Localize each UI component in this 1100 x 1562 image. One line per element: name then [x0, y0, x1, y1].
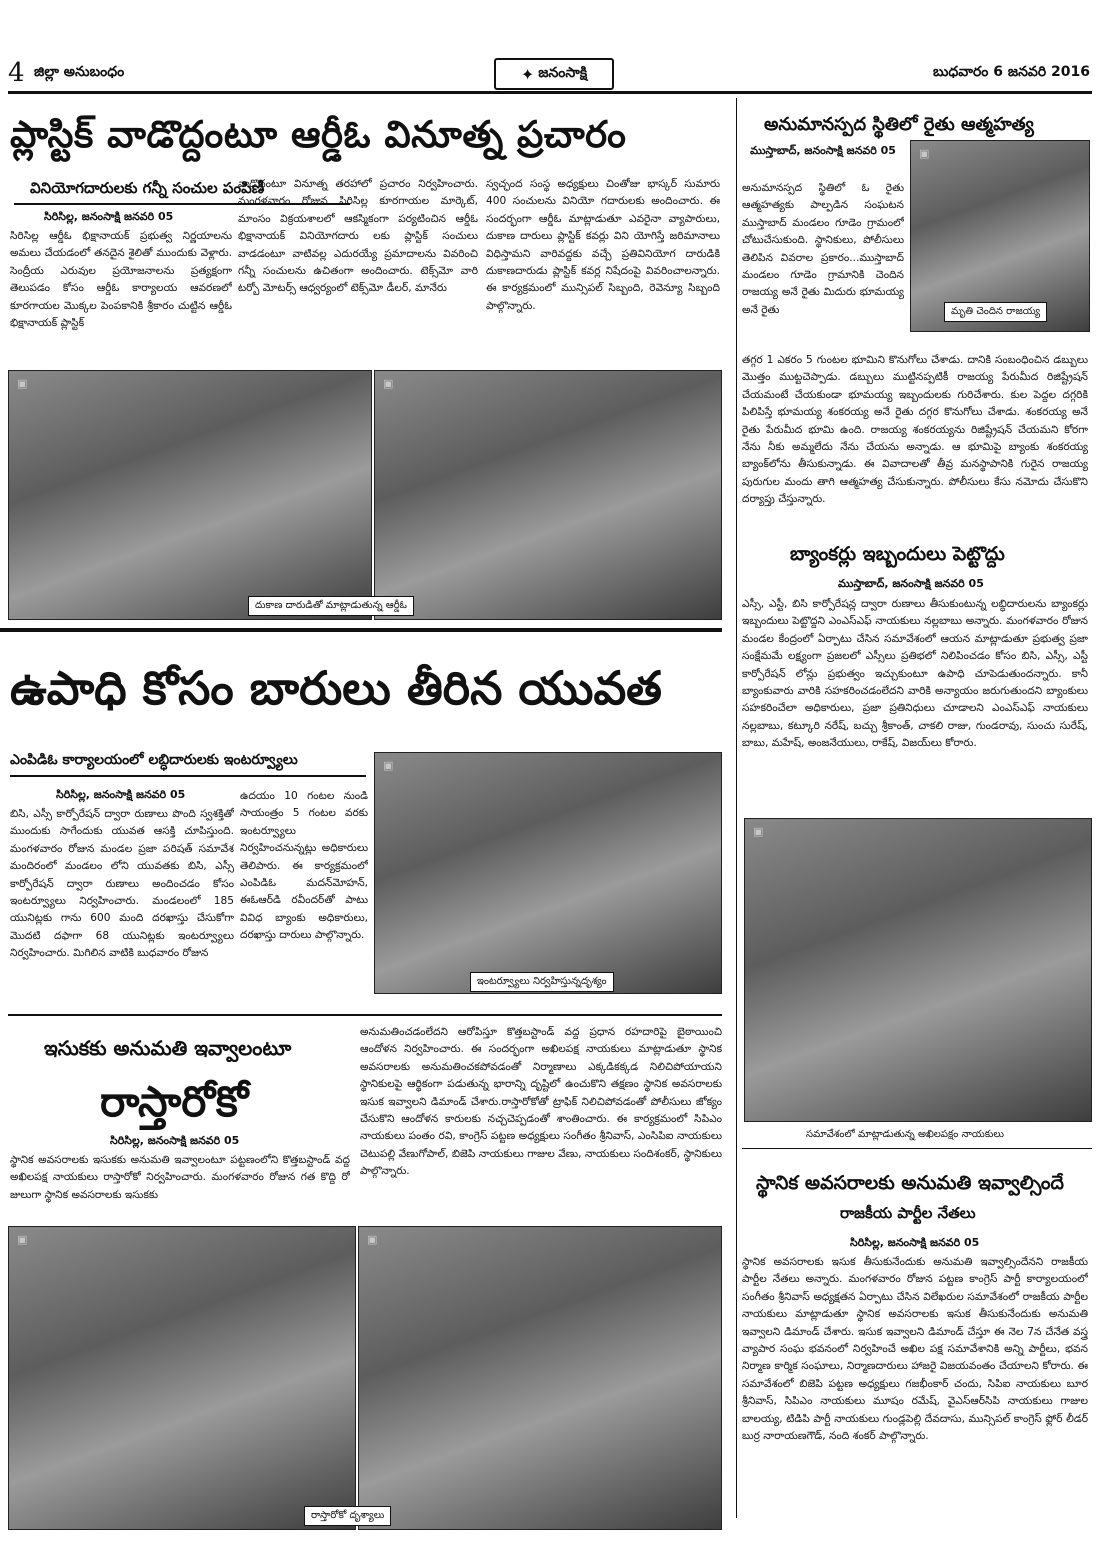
story1-subhead: వినియోగదారులకు గన్నీ సంచుల పంపిణీ [30, 179, 265, 197]
masthead-rule [8, 91, 1092, 94]
story6-headline: స్థానిక అవసరాలకు అనుమతి ఇవ్వాల్సిందే [756, 1172, 1064, 1194]
story5-kicker: ఇసుకకు అనుమతి ఇవ్వాలంటూ [44, 1036, 292, 1060]
story5-dateline: సిరిసిల్ల, జనంసాక్షి జనవరి 05 [110, 1134, 240, 1147]
story2-headline: అనుమానస్పద స్థితిలో రైతు ఆత్మహత్య [764, 114, 1034, 135]
masthead-logo [494, 58, 614, 90]
story1-photo-left [8, 370, 372, 620]
story1-headline: ప్లాస్టిక్ వాడొద్దంటూ ఆర్డీఓ వినూత్న ప్రచారం [10, 113, 627, 156]
section-name: జిల్లా అనుబంధం [34, 64, 125, 80]
story6-subhead: రాజకీయ పార్టీల నేతలు [840, 1204, 976, 1222]
photo-icon: ▣ [367, 1233, 378, 1246]
story4-subhead: ఎంపిడిఓ కార్యాలయంలో లబ్ధిదారులకు ఇంటర్వ్యూలు [10, 752, 366, 777]
story6-body: స్థానిక అవసరాలకు ఇసుక తీసుకునేందుకు అనుమతి ఇవ్వాల్సిందేనని రాజకీయ పార్టీల నేతలు అన్నారు. మంగళవారం రోజున పట్టణ కాంగ్రెస్ పార్టీ కార్యాలయంలో సంగీతం శ్రీనివాస్ అధ్యక్షతన ఏర్పాటు చేసిన విలేఖరుల సమావేశంలో రాజకీయ పార్టీల నాయకులు మాట్లాడుతూ స్థానిక అవసరాలకు ఇసుక తీసుకునేందుకు అనుమతి ఇవ్వాలని డిమాండ్ చేశారు. ఇసుక ఇవ్వాలని డిమాండ్ చేస్తూ ఈ నెల 7న చేనేత వస్త్ర వ్యాపార సంఘ భవనంలో నిర్వహించే అఖిల పక్ష సమావేశానికి అన్ని పార్టీలు, భవన నిర్మాణ కార్మిక సంఘాలు, నిర్మాణదారులు హాజరై విజయవంతం చేయాలని కోరారు. ఈ సమావేశంలో బిజెపి పట్టణ అధ్యక్షులు గజభీంకార్ చందు, సిపిఐ నాయకులు బూర శ్రీనివాస్, సిపిఎం నాయకులు మూషం రమేష్, వైఎస్‌ఆర్‌సిపి నాయకులు గాజుల బాలయ్య, టిడిపి పార్టీ నాయకులు గుండ్లపెల్లి దేవదాసు, మున్సిపల్ కాంగ్రెస్ ఫ్లోర్ లీడర్ బుర్ర నారాయణగౌడ్, నంది శంకర్ పాల్గొన్నారు. [742, 1256, 1088, 1443]
story5-photo-right [358, 1226, 722, 1530]
story1-dateline: సిరిసిల్ల, జనంసాక్షి జనవరి 05 [44, 210, 174, 223]
story1-col3: స్వచ్ఛంద సంస్థ అధ్యక్షులు చింతోజు భాస్కర్ సుమారు 400 సంచులను వినియో గదారులకు అందించారు. ఈ సందర్భంగా ఆర్డీఓ మాట్లాడుతూ ఎవరైనా వ్యాపారులు, దుకాణ దారులు ప్లాస్టిక్ కవర్లు విని యోగిస్తే జరిమానాలు విధిస్తామని వారివద్దకు వచ్చే ప్రతివినియోగ దారుడికి దుకాణదారుడు ప్లాస్టిక్ కవర్ల నిషేదంపై వివరించాలన్నారు. ఈ కార్యక్రమంలో మున్సిపల్ సిబ్బంది, రెవెన్యూ సిబ్బంది పాల్గొన్నారు. [486, 178, 720, 312]
story2-photo-caption: మృతి చెందిన రాజయ్య [944, 302, 1047, 322]
section-divider-2 [8, 1014, 722, 1016]
paper-name: జనంసాక్షి [538, 64, 588, 81]
story5-col2: అనుమతించడంలేదని ఆరోపిస్తూ కొత్తబస్టాండ్ వద్ద ప్రధాన రహదారిపై బైఠాయించి ఆందోళన నిర్వహించారు. ఈ సందర్భంగా అఖిలపక్ష నాయకులు మాట్లాడుతూ స్థానిక అవసరాలకు అనుమతించకపోవడంతో నిర్మాణాలు ఎక్కడికక్కడ నిలిచిపోయాయని స్థానికులపై ఆర్థికంగా పడుతున్న భారాన్ని దృష్టిలో ఉంచుకొని తక్షణం స్థానిక అవసరాలకు ఇసుక ఇవ్వాలని డిమాండ్ చేశారు.రాస్తారోకోతో ట్రాఫిక్ నిలిచిపోవడంతో పోలీసులు జోక్యం చేసుకొని ఆందోళన కారులకు నచ్చచెప్పడంతో శాంతించారు. ఈ కార్యక్రమంలో సిపిఎం నాయకులు పంతం రవి, కాంగ్రెస్ పట్టణ అధ్యక్షులు సంగీతం శ్రీనివాస్, ఎంసిపిఐ నాయకులు చెటుపల్లి వేణుగోపాల్, బిజెపి నాయకులు గాజుల వేణు, నాయకులు సందిశంకర్, స్థానికులు పాల్గొన్నారు. [360, 1026, 722, 1178]
story3-dateline: ముస్తాబాద్, జనంసాక్షి జనవరి 05 [838, 577, 984, 590]
story4-col1: బిసి, ఎస్సీ కార్పోరేషన్ ద్వారా రుణాలు పొంది స్వశక్తితో ముందుకు సాగేందుకు యువత ఆసక్తి చూపిస్తుంది. మంగళవారం రోజున మండల ప్రజా పరిషత్ సమావేశ మందిరంలో మండలం లోని యువతకు బిసి, ఎస్సీ కార్పోరేషన్ ద్వారా రుణాలు అందించడం కోసం ఇంటర్వ్యూలు నిర్వహించారు. మండలంలో 185 యునిట్లకు గాను 600 మంది దరఖాస్తు చేసుకోగా మొదటి దఫాగా 68 యునిట్లకు ఇంటర్వ్యూలు నిర్వహించారు. మిగిలిన వాటికి బుధవారం రోజున [10, 808, 234, 960]
story1-col1: సిరిసిల్ల ఆర్డీఓ భిక్షానాయక్ ప్రభుత్వ నిర్ణయాలను అమలు చేయడంలో తనదైన శైలితో ముందుకు వెళ్లారు. సెంద్రీయ ఎరువుల ప్రయోజనాలను ప్రత్యక్షంగా తెలుపడం కోసం ఆర్డీఓ కార్యాలయ ఆవరణలో కూరగాయల మొక్కల పెంపకానికి శ్రీకారం చుట్టిన ఆర్డీఓ భిక్షానాయక్ ప్లాస్టిక్ [10, 230, 232, 330]
story4-dateline: సిరిసిల్ల, జనంసాక్షి జనవరి 05 [56, 788, 186, 801]
story1-col2: వాడొద్దంటూ వినూత్న తరహాలో ప్రచారం నిర్వహించారు. మంగళవారం రోజున సిరిసిల్ల కూరగాయల మార్కెట్, మాంసం విక్రయశాలలో ఆకస్మికంగా పర్యటించిన ఆర్డీఓ భిక్షానాయక్ వినియోగదారు లకు ప్లాస్టిక్ సంచులు వాడడంటూ వాటివల్ల ఎదురయ్యే ప్రమాదాలను వివరించి గన్నీ సంచులను ఉచితంగా అందించారు. టెక్స్‌మో వారి టర్బో మోటర్స్ ఆధ్వర్యంలో టెక్స్‌మో డీలర్, మానేరు [238, 178, 478, 295]
story6-dateline: సిరిసిల్ల, జనంసాక్షి జనవరి 05 [850, 1236, 980, 1249]
story5-headline: రాస్తారోకో [100, 1077, 249, 1126]
story5-photo-caption: రాస్తారోకో దృశ్యాలు [304, 1506, 391, 1526]
story4-photo [374, 752, 722, 994]
story1-photo-caption: దుకాణ దారుడితో మాట్లాడుతున్న ఆర్డీఓ [248, 596, 414, 616]
photo-icon: ▣ [919, 147, 930, 160]
story2-col-narrow: అనుమానస్పద స్థితిలో ఓ రైతు ఆత్మహత్యకు పాల్పడిన సంఘటన ముస్తాబాద్ మండలం గూడెం గ్రామంలో చోటుచేసుకుంది. స్థానికులు, పోలీసులు తెలిపిన వివరాల ప్రకారం...ముస్తాబాద్ మండలం గూడెం గ్రామానికి చెందిన రాజయ్య అనే రైతు మిదురు భూమయ్య అనే రైతు [742, 182, 904, 316]
photo-icon: ▣ [383, 759, 394, 772]
section-divider-1 [0, 628, 722, 632]
story4-photo-caption: ఇంటర్వ్యూలు నిర్వహిస్తున్నదృశ్యం [470, 972, 614, 992]
story4-col2: ఉదయం 10 గంటల నుండి సాయంత్రం 5 గంటల వరకు ఇంటర్వ్యూలు నిర్వహించనున్నట్లు అధికారులు తెలిపారు. ఈ కార్యక్రమంలో ఎంపిడిఓ మదన్‌మోహన్, ఈఓఆర్‌డి రవీందర్‌తో పాటు వివిధ బ్యాంకు అధికారులు, దరఖాస్తు దారులు పాల్గొన్నారు. [240, 790, 368, 942]
story4-headline: ఉపాధి కోసం బారులు తీరిన యువత [10, 661, 662, 715]
issue-date: బుధవారం 6 జనవరి 2016 [933, 64, 1090, 80]
photo-icon: ▣ [383, 377, 394, 390]
story2-dateline: ముస్తాబాద్, జనంసాక్షి జనవరి 05 [750, 144, 896, 157]
story6-photo [744, 818, 1092, 1122]
story3-body: ఎస్సీ, ఎస్టీ, బిసి కార్పోరేషన్ల ద్వారా రుణాలు తీసుకుంటున్న లబ్ధిదారులను బ్యాంకర్లు ఇబ్బందులు పెట్టొద్దని ఎంఎస్‌ఎఫ్ నాయకులు నల్లబాబు అన్నారు. మంగళవారం రోజున మండల కేంద్రంలో ఏర్పాటు చేసిన సమావేశంలో ఆయన మాట్లాడుతూ ప్రభుత్వ ప్రజా సంక్షేమమే లక్ష్యంగా ప్రజలలో ఎస్సీలు ప్రతిభలో నిలిపించడం కోసం బిసి, ఎస్సీ, ఎస్టీ కార్పోరేషన్ లోన్లు ప్రభుత్వం ఇచ్చుకుంటూ ఉపాధి చూపెడుతుందన్నారు. కానీ బ్యాంకువారు వారికి సహకరించడంలేదని వారికి అన్యాయం జరుగుతుందని బ్యాంకులు సహకరించేలా అధికారులు, ప్రజా ప్రతినిధులు చూడాలని ఎంఎస్‌ఎఫ్ నాయకులు నల్లబాబు, కట్కూరి నరేష్, బచ్చు శ్రీకాంత్, చాకలి రాజు, గుండరావు, సుంచు సురేష్, బాబు, మహేష్, అంజనేయులు, రాకేష్, విజయ్‌లు కోరారు. [742, 598, 1088, 750]
story1-photo-right [374, 370, 722, 620]
story6-top-rule [742, 1148, 1092, 1149]
logo-mark-icon: ✦ [520, 64, 535, 84]
photo-icon: ▣ [17, 1233, 28, 1246]
story5-col1: స్థానిక అవసరాలకు ఇసుకకు అనుమతి ఇవ్వాలంటూ పట్టణంలోని కొత్తబస్టాండ్ వద్ద అఖిలపక్ష నాయకులు రాస్తారోకో నిర్వహించారు. మంగళవారం రోజున గత కొద్ది రో జులుగా స్థానిక అవసరాలకు ఇసుకకు [10, 1154, 350, 1201]
photo-icon: ▣ [753, 825, 764, 838]
story3-headline: బ్యాంకర్లు ఇబ్బందులు పెట్టొద్దు [790, 543, 1005, 565]
story2-col-wide: తగ్గర 1 ఎకరం 5 గుంటల భూమిని కొనుగోలు చేశాడు. దానికి సంబంధించిన డబ్బులు మొత్తం ముట్టచెప్పాడు. డబ్బులు ముట్టినప్పటికీ రాజయ్య పేరుమీద రిజిష్ట్రేషన్ చేయమంటే చేయకుండా భూమయ్య ఇబ్బందులకు గురిచేశారు. కుల పెద్దల దగ్గరికి పిలిపిస్తే భూమయ్య శంకరయ్య అనే రైతు దగ్గర కొనుగోలు చేశాడు. శంకరయ్య అనే రైతు పేరుమీద భూమి ఉంది. రాజయ్య శంకరయ్యను రిజిష్ట్రేషన్ చేయమని కోరగా నేను నీకు అమ్మలేదు నేను చేయను అన్నాడు. ఆ భూమిపై బ్యాంకు శంకరయ్య బ్యాంక్‌లోను తీసుకున్నాడు. ఈ వివాదాలతో తీవ్ర మనస్థాపానికి గురైన రాజయ్య పురుగుల మందు తాగి ఆత్మహత్య చేసుకున్నారు. పోలీసులు కేసు నమోదు చేసుకొని దర్యాప్తు చేస్తున్నారు. [742, 354, 1088, 506]
story6-photo-caption: సమావేశంలో మాట్లాడుతున్న అఖిలపక్షం నాయకులు [800, 1126, 1010, 1144]
page-number: 4 [8, 58, 25, 88]
photo-icon: ▣ [17, 377, 28, 390]
story5-photo-left [8, 1226, 356, 1530]
right-column-divider [736, 98, 737, 1518]
